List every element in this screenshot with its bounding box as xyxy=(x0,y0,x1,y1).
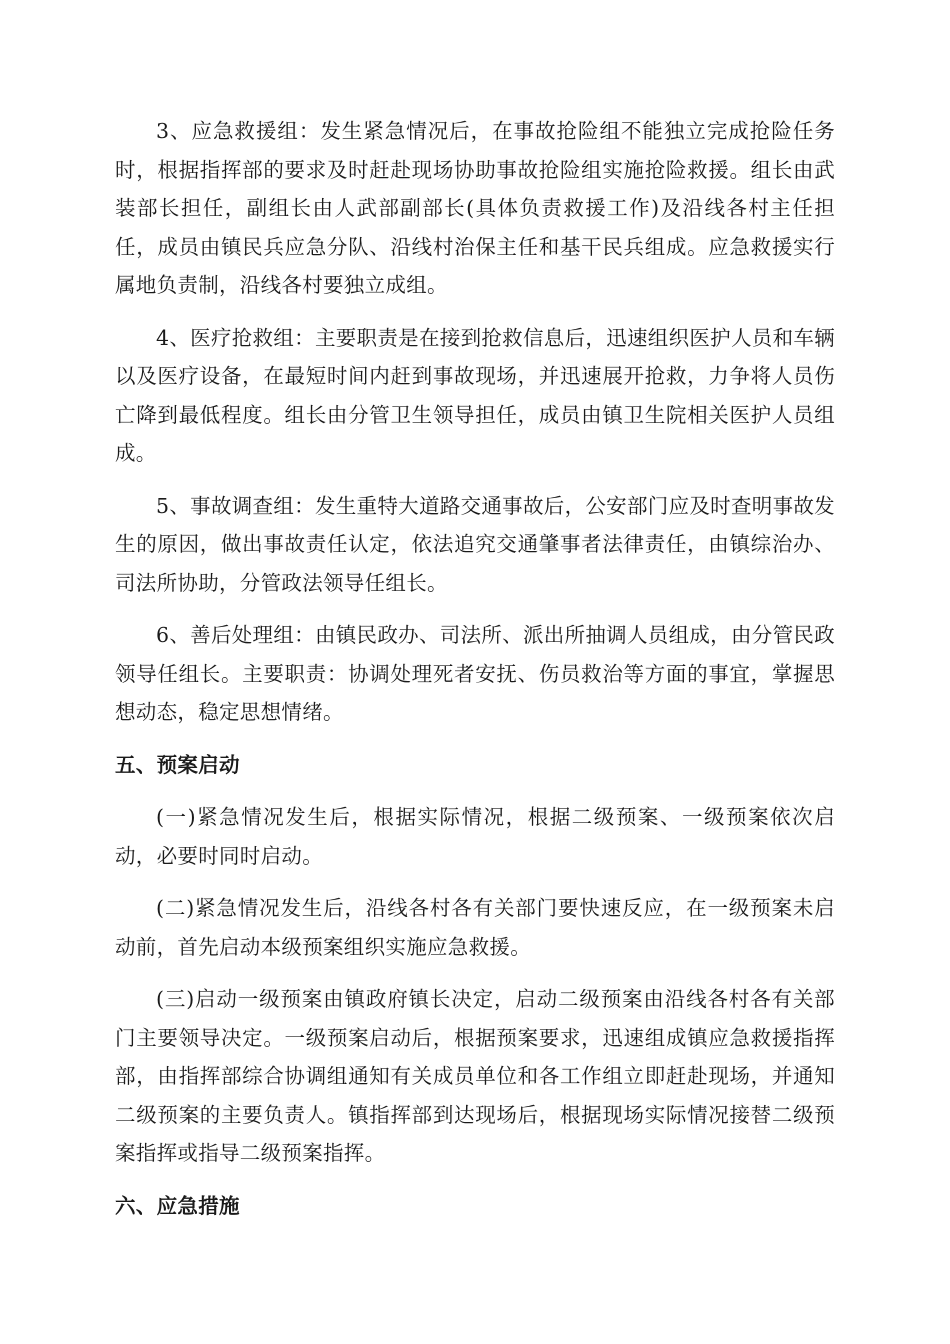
paragraph-emergency-rescue-group: 3、应急救援组：发生紧急情况后，在事故抢险组不能独立完成抢险任务时，根据指挥部的要求及时赶赴现场协助事故抢险组实施抢险救援。组长由武装部长担任，副组长由人武部副部长(具体负责救援工作)及沿线各村主任担任，成员由镇民兵应急分队、沿线村治保主任和基干民兵组成。应急救援实行属地负责制，沿线各村要独立成组。 xyxy=(115,119,835,297)
paragraph-activation-1: (一)紧急情况发生后，根据实际情况，根据二级预案、一级预案依次启动，必要时同时启动。 xyxy=(115,805,835,868)
document-page xyxy=(115,112,835,1239)
section-heading-plan-activation: 五、预案启动 xyxy=(115,752,240,777)
paragraph-aftermath-group: 6、善后处理组：由镇民政办、司法所、派出所抽调人员组成，由分管民政领导任组长。主要职责：协调处理死者安抚、伤员救治等方面的事宜，掌握思想动态，稳定思想情绪。 xyxy=(115,623,835,724)
paragraph-medical-rescue-group: 4、医疗抢救组：主要职责是在接到抢救信息后，迅速组织医护人员和车辆以及医疗设备，在最短时间内赶到事故现场，并迅速展开抢救，力争将人员伤亡降到最低程度。组长由分管卫生领导担任，成员由镇卫生院相关医护人员组成。 xyxy=(115,325,835,465)
paragraph-activation-2: (二)紧急情况发生后，沿线各村各有关部门要快速反应，在一级预案未启动前，首先启动本级预案组织实施应急救援。 xyxy=(115,896,835,959)
paragraph-activation-3: (三)启动一级预案由镇政府镇长决定，启动二级预案由沿线各村各有关部门主要领导决定。一级预案启动后，根据预案要求，迅速组成镇应急救援指挥部，由指挥部综合协调组通知有关成员单位和各工作组立即赶赴现场，并通知二级预案的主要负责人。镇指挥部到达现场后，根据现场实际情况接替二级预案指挥或指导二级预案指挥。 xyxy=(115,987,835,1165)
section-heading-emergency-measures: 六、应急措施 xyxy=(115,1193,240,1218)
paragraph-accident-investigation-group: 5、事故调查组：发生重特大道路交通事故后，公安部门应及时查明事故发生的原因，做出事故责任认定，依法追究交通肇事者法律责任，由镇综治办、司法所协助，分管政法领导任组长。 xyxy=(115,493,835,595)
